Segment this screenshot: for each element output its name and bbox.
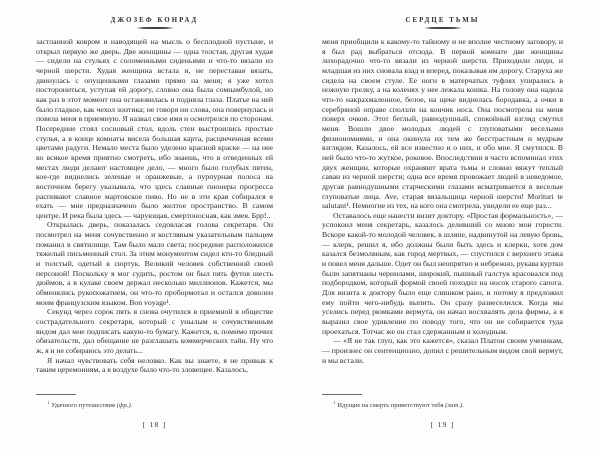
page-number: [ 19 ]: [430, 420, 455, 429]
paragraph: застланной ковром и наводящей на мысль о бесплодной пустыне, и открыл первую же дверь. Две женщины — одна толстая, другая худая — сидели на стульях с соломенными сиденьями и что-то вязали из черной шерсти. Худая женщина встала и, не переставая вязать, двинулась с опущенными глазами прямо на меня; я уже хотел посторониться, уступая ей дорогу, словно она была сомнамбулой, но как раз в этот момент она остановилась и подняла глаза. Платье на ней было гладкое, как чехол зонтика; не говоря ни слова, она повернулась и повела меня в приемную. Я назвал свое имя и осмотрелся по сторонам. Посередине стоял сосновый стол, вдоль стен выстроились простые стулья, а в конце комнаты висела большая карта, расцвеченная всеми цветами радуги. Немало места было уделено красной краске — на нее во всякое время приятно смотреть, ибо знаешь, что в отведенных ей местах люди делают настоящее дело, — много было голубых пятен, кое-где виднелись зеленые и оранжевые, а пурпурная полоса на восточном берегу указывала, что здесь славные пионеры прогресса распивают славное мартовское пиво. Но не в эти края собирался я ехать — мне предназначено было желтое пространство. В самом центре. И река была здесь — чарующая, смертоносная, как змея. Брр!..: [36, 37, 273, 220]
running-head-author: ДЖОЗЕФ КОНРАД: [110, 17, 199, 24]
footnote-text: [36, 399, 273, 410]
footnote-language-note: (фр.).: [116, 402, 133, 410]
paragraph: Я начал чувствовать себя неловко. Как вы знаете, я не привык к таким церемониям, а в воздухе было что-то зловещее. Казалось,: [36, 355, 273, 375]
page-body: [322, 37, 563, 393]
book-page-right: [322, 0, 563, 450]
header-ornament-rule: [136, 27, 174, 29]
page-body: [36, 37, 273, 393]
footnote-separator-rule: [36, 394, 76, 395]
footnote-marker: 1: [333, 400, 336, 405]
footnote-text: [322, 399, 563, 410]
paragraph: Секунд через сорок пять я снова очутился в приемной в обществе сострадательного секретаря, который с унылым и сочувственным видом дал мне подписать какую-то бумагу. Кажется, я, помимо прочих обязательств, дал обещание не разглашать коммерческих тайн. Ну что ж, я и не собираюсь это делать...: [36, 307, 273, 355]
running-head-title: СЕРДЦЕ ТЬМЫ: [405, 17, 480, 24]
footnote-separator-rule: [322, 394, 362, 395]
book-page-left: [36, 0, 273, 450]
footnote-block: [322, 394, 563, 410]
footnote-body: Удачного путешествия: [51, 402, 117, 410]
footnote-body: Идущие на смерть приветствуют тебя: [337, 402, 446, 410]
paragraph: Открылась дверь, показалась седовласая голова секретаря. Он посмотрел на меня сочувственно и костлявым указательным пальцем поманил в святилище. Там было мало света; посредине расположился тяжелый письменный стол. За этим монументом сидел кто-то бледный и толстый, одетый в сюртук. Великий человек собственной своей персоной! Поскольку я мог судить, ростом он был пять футов шесть дюймов, а в кулаке своем держал несколько миллионов. Кажется, мы обменялись рукопожатием, он что-то пробормотал и остался доволен моим французским языком. Bon voyage¹.: [36, 220, 273, 307]
paragraph: Оставалось еще нанести визит доктору. «Простая формальность», — успокоил меня секретарь, казалось деливший со мною мои горести. Вскоре какой-то молодой человек, в шляпе, надвинутой на левую бровь, — клерк, решил я, ибо должны были быть здесь и клерки, хотя дом казался безмолвным, как город мертвых, — спустился с верхнего этажа и повел меня дальше. Одет он был неопрятно и небрежно, рукава куртки были запятнаны чернилами, широкий, пышный галстук красовался под подбородком, который формой своей походил на носок старого сапога. Для визита к доктору было еще слишком рано, и потому я предложил ему пойти чего-нибудь выпить. Он сразу развеселился. Когда мы уселись перед рюмками вермута, он начал восхвалять дела фирмы, а я выразил свое удивление по поводу того, что он не собирается туда проехаться. Тотчас же он стал сдержанным и холодным.: [322, 210, 563, 336]
paragraph: меня приобщили к какому-то тайному и не вполне честному заговору, и я был рад выбраться отсюда. В первой комнате две женщины лихорадочно что-то вязали из черной шерсти. Приходили люди, и младшая из них сновала взад и вперед, показывая им дорогу. Старуха же сидела на своем стуле. Ее ноги в матерчатых туфлях упирались в ножную грелку, а на коленях у нее лежала кошка. На голову она надела что-то накрахмаленное, белое, на щеке виднелась бородавка, а очки в серебряной оправе сползли на кончик носа. Она посмотрела на меня поверх очков. Этот беглый, равнодушный, спокойный взгляд смутил меня. Вошли двое молодых людей с глуповатыми веселыми физиономиями, и она окинула их тем же бесстрастным и мудрым взглядом. Казалось, ей все известно и о них, и обо мне. Я смутился. В ней было что-то жуткое, роковое. Впоследствии я часто вспоминал этих двух женщин, которые охраняют врата тьмы и словно вяжут теплый саван из черной шерсти; одна все время провожает людей в неведомое, другая равнодушными старческими глазами всматривается в веселые глуповатые лица. Ave, старая вязальщица черной шерсти! Morituri te salutant¹. Немногие из тех, на кого она смотрела, увидели ее еще раз...: [322, 37, 563, 211]
paragraph: — «Я не так глуп, как это кажется», сказал Платон своим ученикам, — произнес он сентенциозно, допил с решительным видом свой вермут, и мы встали.: [322, 336, 563, 365]
footnote-language-note: (лат.).: [445, 402, 464, 410]
page-number: [ 18 ]: [142, 420, 167, 429]
footnote-block: [36, 394, 273, 410]
header-ornament-rule: [424, 27, 462, 29]
footnote-marker: 1: [47, 400, 50, 405]
